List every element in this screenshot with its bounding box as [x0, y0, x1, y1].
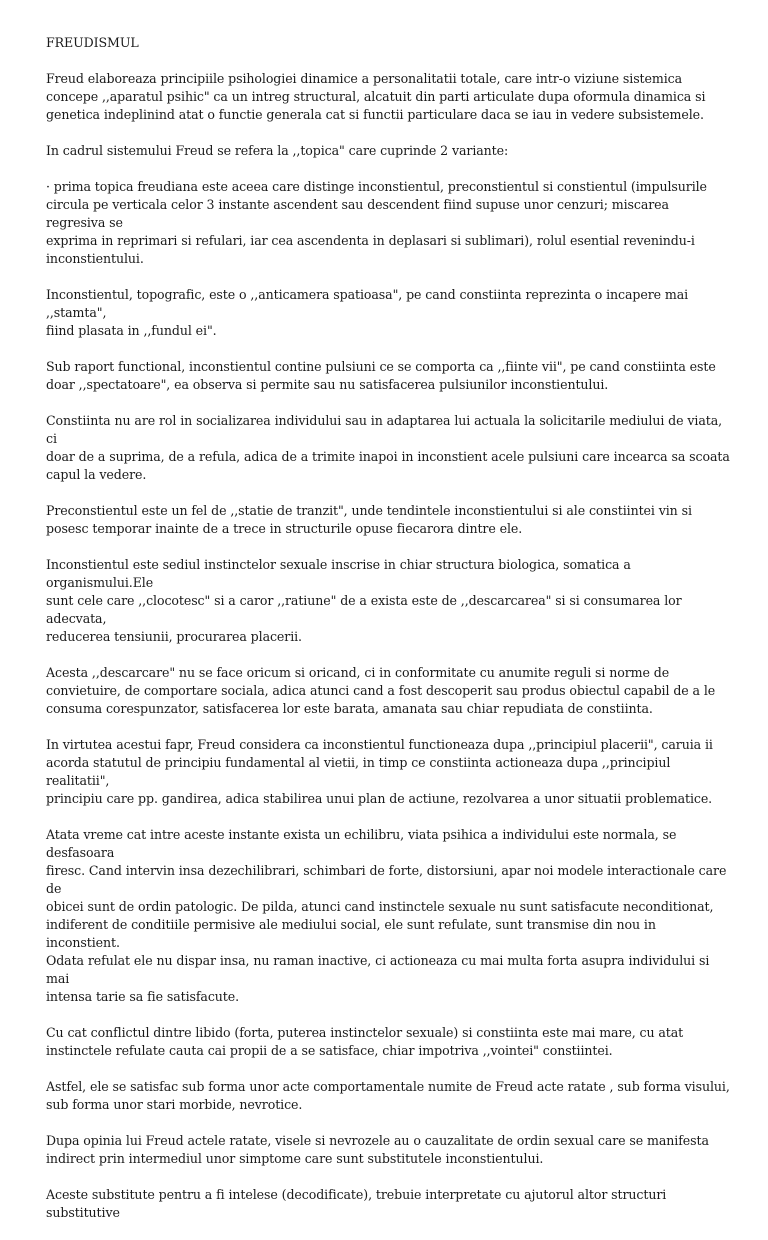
paragraph: Freud elaboreaza principiile psihologiei dinamice a personalitatii totale, care intr-o viziune sistemica concepe ,,aparatul psihic" ca un intreg structural, alcatuit din parti articulate dupa oformula dinamica si genetica indeplinind atat o functie generala cat si functii particulare daca se iau in vedere subsistemele.: [46, 71, 706, 122]
paragraph: Dupa opinia lui Freud actele ratate, visele si nevrozele au o cauzalitate de ordin sexual care se manifesta indirect prin intermediul unor simptome care sunt substitutele inconstientului.: [46, 1133, 709, 1166]
paragraph: In virtutea acestui fapr, Freud considera ca inconstientul functioneaza dupa ,,principiul placerii", caruia ii acorda statutul de principiu fundamental al vietii, in timp ce constiinta actioneaza dupa ,,principiul realitatii", principiu care pp. gandirea, adica stabilirea unui plan de actiune, rezolvarea a unor situatii problematice.: [46, 737, 713, 806]
document-title: FREUDISMUL: [46, 35, 139, 50]
paragraph: Atata vreme cat intre aceste instante exista un echilibru, viata psihica a individului este normala, se desfasoara firesc. Cand intervin insa dezechilibrari, schimbari de forte, distorsiuni, apar noi modele interactionale care de obicei sunt de ordin patologic. De pilda, atunci cand instinctele sexuale nu sunt satisfacute neconditionat, indiferent de conditiile permisive ale mediului social, ele sunt refulate, sunt transmise din nou in inconstient. Odata refulat ele nu dispar insa, nu raman inactive, ci actioneaza cu mai multa forta asupra individului si mai intensa tarie sa fie satisfacute.: [46, 827, 727, 1004]
paragraph: Constiinta nu are rol in socializarea individului sau in adaptarea lui actuala la solicitarile mediului de viata, ci doar de a suprima, de a refula, adica de a trimite inapoi in inconstient acele pulsiuni care incearca sa scoata capul la vedere.: [46, 413, 730, 482]
paragraph: In cadrul sistemului Freud se refera la ,,topica" care cuprinde 2 variante:: [46, 143, 509, 158]
paragraph: · prima topica freudiana este aceea care distinge inconstientul, preconstientul si constientul (impulsurile circula pe verticala celor 3 instante ascendent sau descendent fiind supuse unor cenzuri; miscarea regresiva se exprima in reprimari si refulari, iar cea ascendenta in deplasari si sublimari), rolul esential revenindu-i inconstientului.: [46, 179, 707, 266]
paragraph: Sub raport functional, inconstientul contine pulsiuni ce se comporta ca ,,fiinte vii", pe cand constiinta este doar ,,spectatoare", ea observa si permite sau nu satisfacerea pulsiunilor inconstientului.: [46, 359, 716, 392]
paragraph: Preconstientul este un fel de ,,statie de tranzit", unde tendintele inconstientului si ale constiintei vin si posesc temporar inainte de a trece in structurile opuse fiecarora dintre ele.: [46, 503, 692, 536]
document-body: [46, 34, 732, 1240]
paragraph: Cu cat conflictul dintre libido (forta, puterea instinctelor sexuale) si constiinta este mai mare, cu atat instinctele refulate cauta cai propii de a se satisface, chiar impotriva ,,vointei" constiintei.: [46, 1025, 684, 1058]
paragraph: Aceste substitute pentru a fi intelese (decodificate), trebuie interpretate cu ajutorul altor structuri substitutive: [46, 1187, 667, 1220]
paragraph: Inconstientul este sediul instinctelor sexuale inscrise in chiar structura biologica, somatica a organismului.Ele sunt cele care ,,clocotesc" si a caror ,,ratiune" de a exista este de ,,descarcarea" si si consumarea lor adecvata, reducerea tensiunii, procurarea placerii.: [46, 557, 682, 644]
paragraph: Inconstientul, topografic, este o ,,anticamera spatioasa", pe cand constiinta reprezinta o incapere mai ,,stamta", fiind plasata in ,,fundul ei".: [46, 287, 689, 338]
paragraph: Astfel, ele se satisfac sub forma unor acte comportamentale numite de Freud acte ratate , sub forma visului, sub forma unor stari morbide, nevrotice.: [46, 1079, 730, 1112]
paragraph: Acesta ,,descarcare" nu se face oricum si oricand, ci in conformitate cu anumite reguli si norme de convietuire, de comportare sociala, adica atunci cand a fost descoperit sau produs obiectul capabil de a le consuma corespunzator, satisfacerea lor este barata, amanata sau chiar repudiata de constiinta.: [46, 665, 716, 716]
